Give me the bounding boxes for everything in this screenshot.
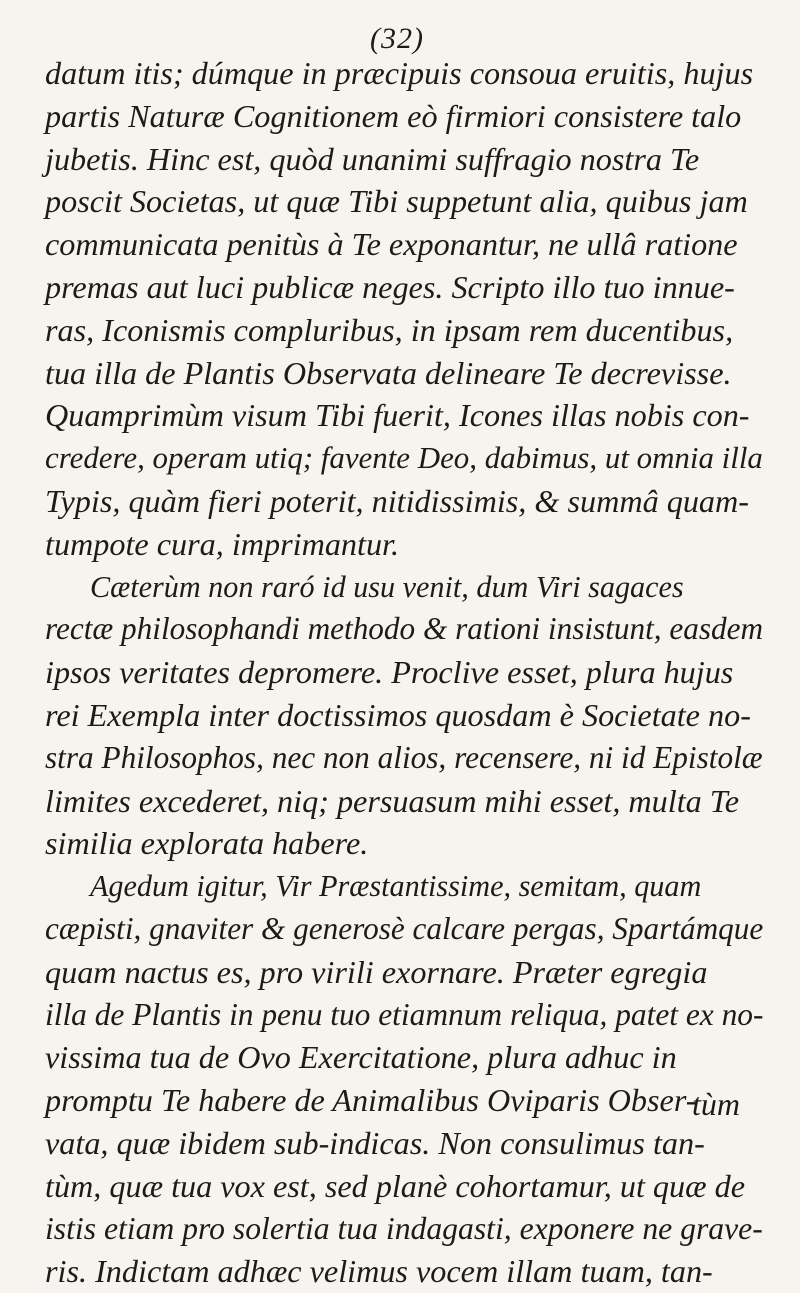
text-line: ipsos veritates depromere. Proclive esset, plura hujus xyxy=(45,654,734,691)
text-line: ris. Indictam adhæc velimus vocem illam tuam, tan- xyxy=(45,1253,713,1290)
text-line: quam nactus es, pro virili exornare. Præter egregia xyxy=(45,953,708,990)
text-line: Cæterùm non raró id usu venit, dum Viri sagaces xyxy=(90,569,684,604)
text-line: vissima tua de Ovo Exercitatione, plura adhuc in xyxy=(45,1039,677,1076)
text-line: tumpote cura, imprimantur. xyxy=(45,525,400,562)
text-line: illa de Plantis in penu tuo etiamnum reliqua, patet ex no- xyxy=(45,996,764,1032)
text-line: limites excederet, niq; persuasum mihi esset, multa Te xyxy=(45,782,740,819)
text-line: similia explorata habere. xyxy=(45,825,369,862)
text-line: rei Exempla inter doctissimos quosdam è Societate no- xyxy=(45,696,751,733)
text-line: credere, operam utiq; favente Deo, dabimus, ut omnia illa xyxy=(45,440,763,476)
text-line: premas aut luci publicæ neges. Scripto illo tuo innue- xyxy=(45,268,735,305)
text-line: cæpisti, gnaviter & generosè calcare pergas, Spartámque xyxy=(45,910,764,946)
text-line: stra Philosophos, nec non alios, recensere, ni id Epistolæ xyxy=(45,739,763,775)
text-line: tua illa de Plantis Observata delineare Te decrevisse. xyxy=(45,354,732,391)
text-line: datum itis; dúmque in præcipuis consoua eruitis, hujus xyxy=(45,55,754,91)
catchword: tùm xyxy=(692,1086,740,1122)
text-line: poscit Societas, ut quæ Tibi suppetunt alia, quibus jam xyxy=(45,183,748,220)
text-line: promptu Te habere de Animalibus Oviparis Obser- xyxy=(45,1082,697,1119)
text-line: rectæ philosophandi methodo & rationi insistunt, easdem xyxy=(45,611,764,647)
body-text xyxy=(45,52,763,1293)
text-line: communicata penitùs à Te exponantur, ne ullâ ratione xyxy=(45,226,738,263)
text-line: Agedum igitur, Vir Præstantissime, semitam, quam xyxy=(90,869,702,904)
text-line: partis Naturæ Cognitionem eò firmiori consistere talo xyxy=(45,97,742,134)
text-line: ras, Iconismis compluribus, in ipsam rem ducentibus, xyxy=(45,311,734,348)
page-number: (32) xyxy=(370,22,424,55)
text-line: Quamprimùm visum Tibi fuerit, Icones illas nobis con- xyxy=(45,397,750,434)
text-line: tùm, quæ tua vox est, sed planè cohortamur, ut quæ de xyxy=(45,1167,746,1204)
text-line: istis etiam pro solertia tua indagasti, exponere ne grave- xyxy=(45,1210,763,1246)
text-line: jubetis. Hinc est, quòd unanimi suffragio nostra Te xyxy=(45,140,700,177)
text-line: vata, quæ ibidem sub-indicas. Non consulimus tan- xyxy=(45,1124,705,1161)
text-line: Typis, quàm fieri poterit, nitidissimis, & summâ quam- xyxy=(45,482,749,519)
